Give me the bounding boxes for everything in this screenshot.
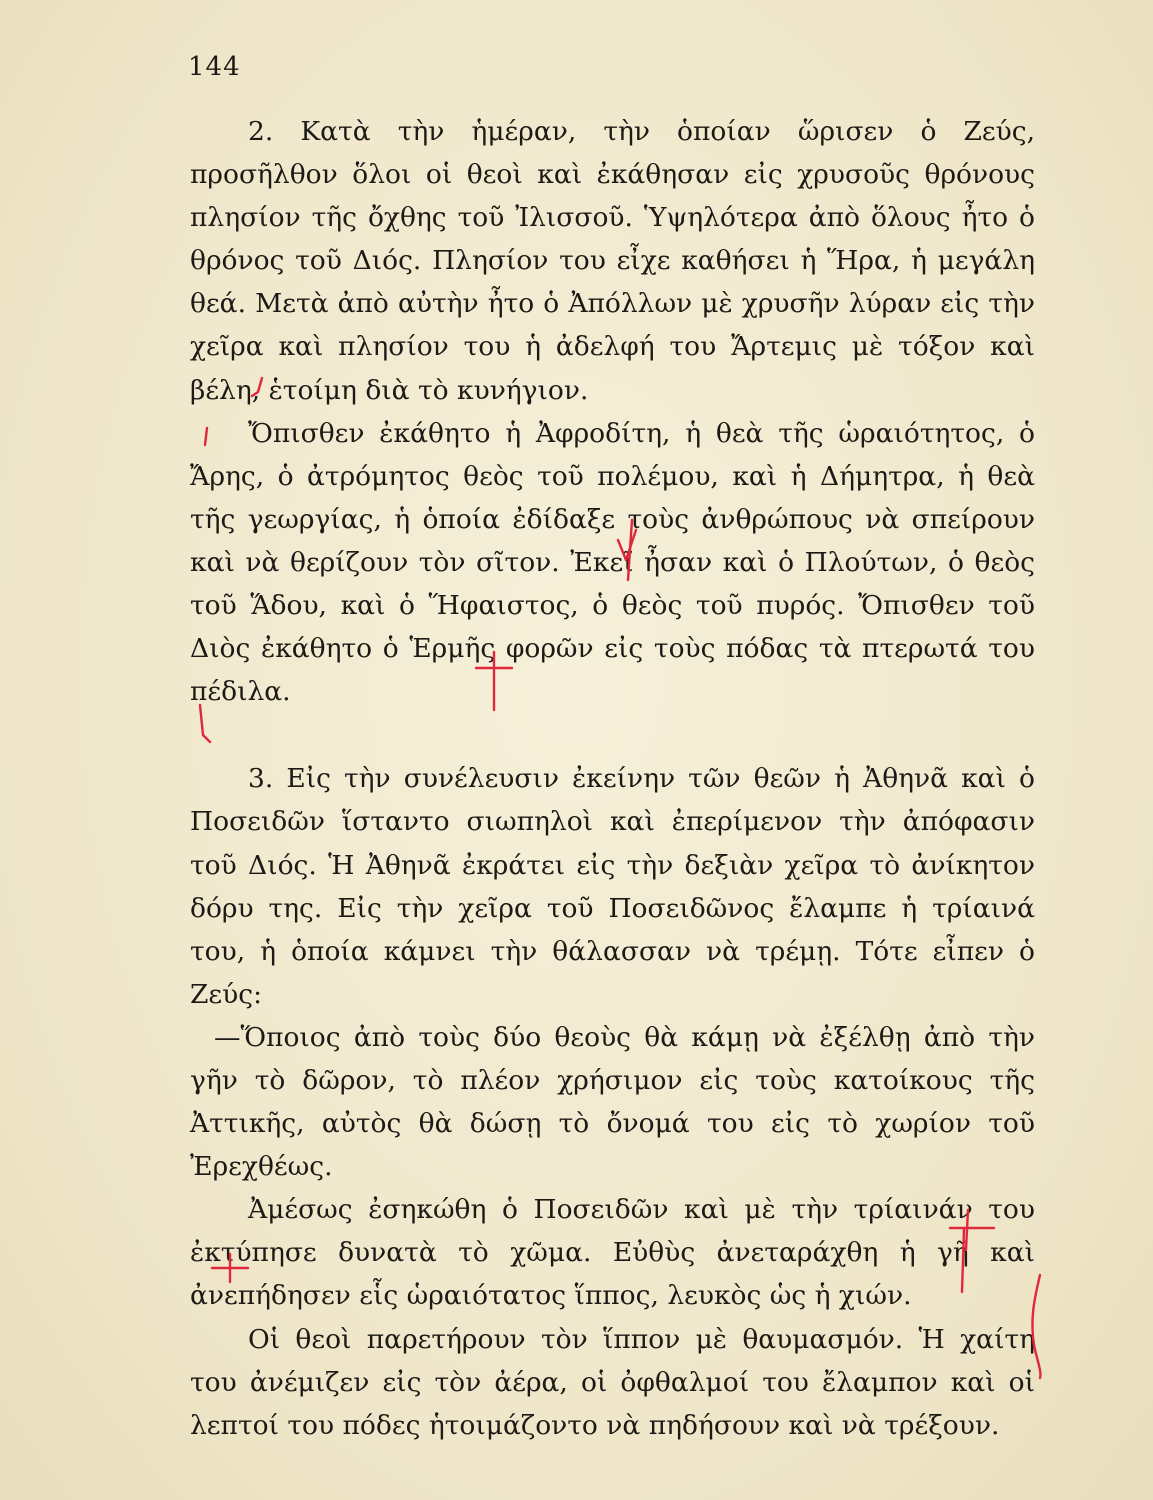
paragraph-poseidon-horse: Ἀμέσως ἐσηκώθη ὁ Ποσειδῶν καὶ μὲ τὴν τρίαινάν του ἐκτύπησε δυνατὰ τὸ χῶμα. Εὐθὺς ἀνεταράχθη ἡ γῆ καὶ ἀνεπήδησεν εἷς ὡραιότατος ἵππος, λευκὸς ὡς ἡ χιών.: [190, 1194, 1035, 1312]
paragraph-zeus-speech: —Ὅποιος ἀπὸ τοὺς δύο θεοὺς θὰ κάμῃ νὰ ἐξέλθῃ ἀπὸ τὴν γῆν τὸ δῶρον, τὸ πλέον χρήσιμον εἰς τοὺς κατοίκους τῆς Ἀττικῆς, αὐτὸς θὰ δώσῃ τὸ ὄνομά του εἰς τὸ χωρίον τοῦ Ἐρεχθέως.: [190, 1021, 1035, 1183]
paragraph-gods-assembly: 2. Κατὰ τὴν ἡμέραν, τὴν ὁποίαν ὥρισεν ὁ Ζεύς, προσῆλθον ὅλοι οἱ θεοὶ καὶ ἐκάθησαν εἰς χρυσοῦς θρόνους πλησίον τῆς ὄχθης τοῦ Ἰλισσοῦ. Ὑψηλότερα ἀπὸ ὅλους ἦτο ὁ θρόνος τοῦ Διός. Πλησίον του εἶχε καθήσει ἡ Ἥρα, ἡ μεγάλη θεά. Μετὰ ἀπὸ αὐτὴν ἦτο ὁ Ἀπόλλων μὲ χρυσῆν λύραν εἰς τὴν χεῖρα καὶ πλησίον του ἡ ἀδελφή του Ἄρτεμις μὲ τόξον καὶ βέλη, ἑτοίμη διὰ τὸ κυνήγιον.: [190, 116, 1035, 406]
annotation-line-chaiti: [962, 1228, 964, 1292]
annotation-check-siton: [618, 530, 636, 560]
paragraph-gods-admire-horse: Οἱ θεοὶ παρετήρουν τὸν ἵππον μὲ θαυμασμόν. Ἡ χαίτη του ἀνέμιζεν εἰς τὸν ἀέρα, οἱ ὀφθαλμοί του ἔλαμπον καὶ οἱ λεπτοί του πόδες ἡτοιμάζοντο νὰ πηδήσουν καὶ νὰ τρέξουν.: [190, 1323, 1035, 1441]
annotation-cross-left-3: [212, 1254, 248, 1282]
page-number: 144: [188, 52, 241, 82]
paragraph-gods-seating: Ὄπισθεν ἐκάθητο ἡ Ἀφροδίτη, ἡ θεὰ τῆς ὡραιότητος, ὁ Ἄρης, ὁ ἀτρόμητος θεὸς τοῦ πολέμου, καὶ ἡ Δήμητρα, ἡ θεὰ τῆς γεωργίας, ἡ ὁποία ἐδίδαξε τοὺς ἀνθρώπους νὰ σπείρουν καὶ νὰ θερίζουν τὸν σῖτον. Ἐκεῖ ἦσαν καὶ ὁ Πλούτων, ὁ θεὸς τοῦ Ἅδου, καὶ ὁ Ἥφαιστος, ὁ θεὸς τοῦ πυρός. Ὄπισθεν τοῦ Διὸς ἐκάθητο ὁ Ἑρμῆς φορῶν εἰς τοὺς πόδας τὰ πτερωτά του πέδιλα.: [190, 417, 1035, 708]
annotation-slash-kai: [252, 378, 262, 396]
annotation-bracket-right: [1032, 1275, 1040, 1378]
annotation-tick-left-1: [205, 428, 207, 445]
paragraph-athena-poseidon: 3. Εἰς τὴν συνέλευσιν ἐκείνην τῶν θεῶν ἡ Ἀθηνᾶ καὶ ὁ Ποσειδῶν ἵσταντο σιωπηλοὶ καὶ ἐπερίμενον τὴν ἀπόφασιν τοῦ Διός. Ἡ Ἀθηνᾶ ἐκράτει εἰς τὴν δεξιὰν χεῖρα τὸ ἀνίκητον δόρυ της. Εἰς τὴν χεῖρα τοῦ Ποσειδῶνος ἔλαμπε ἡ τρίαινά του, ἡ ὁποία κάμνει τὴν θάλασσαν νὰ τρέμῃ. Τότε εἶπεν ὁ Ζεύς:: [190, 763, 1035, 1010]
annotation-cross-chion: [950, 1210, 994, 1250]
annotation-cross-pedila: [476, 652, 512, 710]
annotation-check-left-2: [200, 705, 210, 742]
